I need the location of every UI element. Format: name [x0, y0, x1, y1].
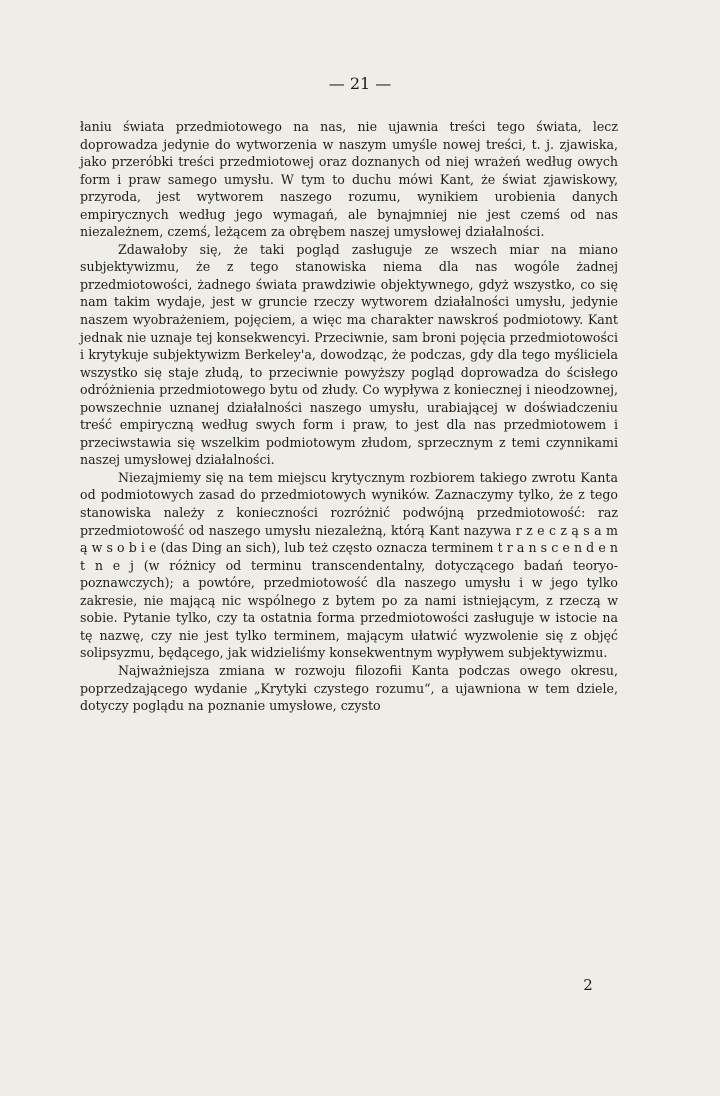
body-text: [80, 118, 618, 715]
paragraph: Zdawałoby się, że taki pogląd zasługuje ze wszech miar na miano subjektywizmu, że z tego stanowiska niema dla nas wogóle żadnej przedmiotowości, żadnego świata prawdziwie objektywnego, gdyż wszystko, co się nam takim wydaje, jest w gruncie rzeczy wytworem działalności umysłu, jedynie naszem wyobrażeniem, pojęciem, a więc ma charakter nawskroś podmiotowy. Kant jednak nie uznaje tej konsekwencyi. Przeciwnie, sam broni pojęcia przedmiotowości i krytykuje subjektywizm Berkeley'a, dowodząc, że podczas, gdy dla tego myśliciela wszystko się staje złudą, to przeciwnie powyższy pogląd doprowadza do ścisłego odróżnienia przedmiotowego bytu od złudy. Co wypływa z koniecznej i nieodzownej, powszechnie uznanej działalności naszego umysłu, urabiającej w doświadczeniu treść empiryczną według swych form i praw, to jest dla nas przedmiotowem i przeciwstawia się wszelkim podmiotowym złudom, sprzecznym z temi czynnikami naszej umysłowej działalności.: [80, 241, 618, 468]
signature-mark: 2: [583, 976, 593, 994]
paragraph: Najważniejsza zmiana w rozwoju filozofii Kanta podczas owego okresu, poprzedzającego wydanie „Krytyki czystego rozumu“, a ujawniona w tem dziele, dotyczy poglądu na poznanie umysłowe, czysto: [80, 662, 618, 714]
page-number: — 21 —: [328, 74, 392, 93]
paragraph: Niezajmiemy się na tem miejscu krytycznym rozbiorem takiego zwrotu Kanta od podmiotowych zasad do przedmiotowych wyników. Zaznaczymy tylko, że z tego stanowiska należy z konieczności rozróżnić podwójną przedmiotowość: raz przedmiotowość od naszego umysłu niezależną, którą Kant nazywa r z e c z ą s a m ą w s o b i e (das Ding an sich), lub też często oznacza terminem t r a n s c e n d e n t n e j (w różnicy od terminu transcendentalny, dotyczącego badań teoryo-poznawczych); a powtóre, przedmiotowość dla naszego umysłu i w jego tylko zakresie, nie mającą nic wspólnego z bytem po za nami istniejącym, z rzeczą w sobie. Pytanie tylko, czy ta ostatnia forma przedmiotowości zasługuje w istocie na tę nazwę, czy nie jest tylko terminem, mającym ułatwić wyzwolenie się z objęć solipsyzmu, będącego, jak widzieliśmy konsekwentnym wypływem subjektywizmu.: [80, 469, 618, 661]
paragraph-continued: łaniu świata przedmiotowego na nas, nie ujawnia treści tego świata, lecz doprowadza jedynie do wytworzenia w naszym umyśle nowej treści, t. j. zjawiska, jako przeróbki treści przedmiotowej oraz doznanych od niej wrażeń według owych form i praw samego umysłu. W tym to duchu mówi Kant, że świat zjawiskowy, przyroda, jest wytworem naszego rozumu, wynikiem urobienia danych empirycznych według jego wymagań, ale bynajmniej nie jest czemś od nas niezależnem, czemś, leżącem za obrębem naszej umysłowej działalności.: [80, 119, 618, 240]
